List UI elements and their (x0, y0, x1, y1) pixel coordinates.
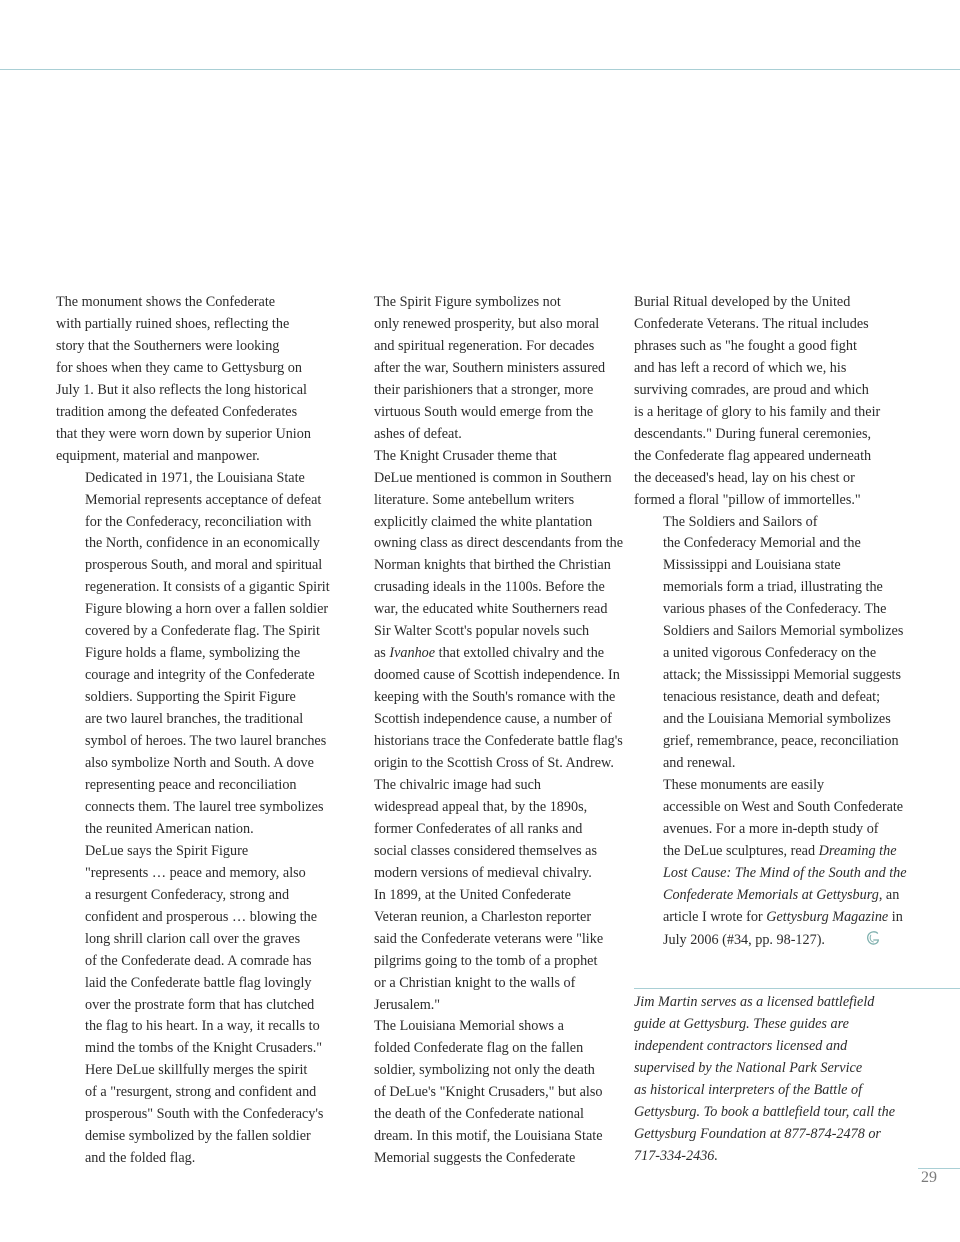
paragraph (345, 1016, 617, 1170)
text-line: DeLue says the Spirit Figure (85, 842, 249, 859)
text-line: prosperous South, and moral and spiritual (85, 557, 323, 574)
book-title: Confederate Memorials at Gettysburg (663, 886, 879, 903)
text-line: over the prostrate form that has clutched (85, 996, 315, 1013)
text-line: various phases of the Confederacy. The (663, 601, 887, 618)
text-line: Scottish independence cause, a number of (374, 711, 612, 728)
text-line: only renewed prosperity, but also moral (374, 315, 600, 332)
text-line: the death of the Confederate national (374, 1106, 584, 1123)
text-line: Memorial suggests the Confederate (374, 1150, 576, 1167)
text-line: July 1. But it also reflects the long historical (56, 381, 307, 398)
author-note (634, 992, 924, 1168)
text-line: The Spirit Figure symbolizes not (374, 294, 561, 310)
text-line: Norman knights that birthed the Christian (374, 557, 611, 574)
text-line: regeneration. It consists of a gigantic Spirit (85, 579, 330, 596)
article-column-1 (56, 292, 328, 1170)
text-line (634, 841, 909, 863)
text-line: Soldiers and Sailors Memorial symbolizes (663, 623, 904, 640)
text-line: tradition among the defeated Confederates (56, 403, 298, 420)
book-title-line: Lost Cause: The Mind of the South and the (663, 864, 907, 881)
text-line: the flag to his heart. In a way, it recalls to (85, 1018, 320, 1035)
author-note-line: independent contractors licensed and (634, 1037, 848, 1054)
text-line: Dedicated in 1971, the Louisiana State (85, 469, 305, 486)
paragraph (56, 292, 328, 468)
book-title: Dreaming the (818, 842, 897, 859)
text-line: grief, remembrance, peace, reconciliation (663, 733, 899, 750)
text-line: Figure blowing a horn over a fallen soldier (85, 601, 329, 618)
text-line: owning class as direct descendants from the (374, 535, 623, 552)
text-line: mind the tombs of the Knight Crusaders." (85, 1040, 323, 1057)
text-line: connects them. The laurel tree symbolizes (85, 798, 324, 815)
text-line: laid the Confederate battle flag lovingly (85, 974, 312, 991)
text-run: the DeLue sculptures, read (663, 842, 819, 859)
text-line: avenues. For a more in-depth study of (663, 820, 879, 837)
text-run: , an (878, 886, 900, 903)
text-line: a resurgent Confederacy, strong and (85, 886, 290, 903)
book-title-ivanhoe: Ivanhoe (389, 645, 436, 662)
text-run: in (888, 908, 903, 925)
text-line (345, 643, 617, 665)
text-line: Jerusalem." (374, 996, 441, 1013)
text-line: descendants." During funeral ceremonies, (634, 425, 872, 442)
text-line: tenacious resistance, death and defeat; (663, 689, 881, 706)
text-line: Here DeLue skillfully merges the spirit (85, 1062, 308, 1079)
text-line: explicitly claimed the white plantation (374, 513, 593, 530)
text-line: Sir Walter Scott's popular novels such (374, 623, 590, 640)
text-line: the reunited American nation. (85, 820, 254, 837)
text-line: Veteran reunion, a Charleston reporter (374, 908, 592, 925)
text-line: war, the educated white Southerners read (374, 601, 608, 618)
text-line: prosperous" South with the Confederacy's (85, 1106, 324, 1123)
text-line: equipment, material and manpower. (56, 447, 260, 464)
text-line: pilgrims going to the tomb of a prophet (374, 952, 598, 969)
author-note-line: Jim Martin serves as a licensed battlefield (634, 994, 875, 1010)
text-line: confident and prosperous … blowing the (85, 908, 318, 925)
author-note-rule (634, 988, 960, 989)
text-line: Memorial represents acceptance of defeat (85, 491, 322, 508)
text-line: The monument shows the Confederate (56, 294, 276, 310)
text-line: also symbolize North and South. A dove (85, 755, 314, 772)
text-line: is a heritage of glory to his family and their (634, 403, 881, 420)
text-line: widespread appeal that, by the 1890s, (374, 798, 588, 815)
text-line: a united vigorous Confederacy on the (663, 645, 877, 662)
author-note-line: guide at Gettysburg. These guides are (634, 1015, 849, 1032)
text-line: and the folded flag. (85, 1150, 196, 1167)
end-mark-logo-icon (835, 929, 882, 955)
text-line: and renewal. (663, 755, 736, 772)
text-line: are two laurel branches, the traditional (85, 711, 304, 728)
paragraph (345, 775, 617, 1016)
text-line: and has left a record of which we, his (634, 359, 847, 376)
text-line: formed a floral "pillow of immortelles." (634, 491, 861, 508)
paragraph (345, 446, 623, 775)
author-note-line: supervised by the National Park Service (634, 1059, 863, 1076)
text-line (634, 929, 909, 955)
text-line: memorials form a triad, illustrating the (663, 579, 883, 596)
text-line: Figure holds a flame, symbolizing the (85, 645, 301, 662)
text-line: symbol of heroes. The two laurel branches (85, 733, 327, 750)
text-line (634, 907, 909, 929)
text-line: or a Christian knight to the walls of (374, 974, 576, 991)
text-line: for the Confederacy, reconciliation with (85, 513, 312, 530)
author-note-line: Gettysburg. To book a battlefield tour, call the (634, 1103, 896, 1120)
top-rule (0, 69, 960, 70)
page-number: 29 (921, 1169, 937, 1186)
author-note-line: Gettysburg Foundation at 877-874-2478 or (634, 1125, 881, 1142)
author-note-line: as historical interpreters of the Battle of (634, 1081, 863, 1098)
text-line: Confederate Veterans. The ritual includes (634, 315, 869, 332)
text-line: The chivalric image had such (374, 776, 542, 793)
text-line: Mississippi and Louisiana state (663, 557, 841, 574)
paragraph (56, 468, 328, 841)
author-note-line: 717-334-2436. (634, 1147, 718, 1164)
text-line: that they were worn down by superior Union (56, 425, 311, 442)
text-line: and the Louisiana Memorial symbolizes (663, 711, 891, 728)
text-line: the North, confidence in an economically (85, 535, 320, 552)
text-line: The Soldiers and Sailors of (663, 513, 818, 530)
text-line: soldiers. Supporting the Spirit Figure (85, 689, 296, 706)
text-line: virtuous South would emerge from the (374, 403, 594, 420)
text-line (634, 885, 909, 907)
text-line: origin to the Scottish Cross of St. Andrew. (374, 755, 614, 772)
text-line: with partially ruined shoes, reflecting the (56, 315, 290, 332)
text-line: surviving comrades, are proud and which (634, 381, 869, 398)
text-line: dream. In this motif, the Louisiana State (374, 1128, 603, 1145)
text-line: historians trace the Confederate battle flag's (374, 733, 623, 750)
text-run: July 2006 (#34, pp. 98-127). (663, 931, 825, 948)
text-line: "represents … peace and memory, also (85, 864, 306, 881)
article-column-2 (345, 292, 623, 1170)
text-line: representing peace and reconciliation (85, 776, 297, 793)
text-line: DeLue mentioned is common in Southern (374, 469, 612, 486)
text-line: long shrill clarion call over the graves (85, 930, 301, 947)
text-line: and spiritual regeneration. For decades (374, 337, 595, 354)
text-line: story that the Southerners were looking (56, 337, 280, 354)
article-column-3 (634, 292, 909, 955)
text-line: the Confederate flag appeared underneath (634, 447, 872, 464)
text-line: accessible on West and South Confederate (663, 798, 904, 815)
text-run: as (374, 645, 390, 662)
text-line: Burial Ritual developed by the United (634, 294, 851, 310)
text-run: article I wrote for (663, 908, 767, 925)
text-line: doomed cause of Scottish independence. In (374, 667, 620, 684)
text-line: demise symbolized by the fallen soldier (85, 1128, 311, 1145)
paragraph (634, 292, 909, 512)
text-line: The Louisiana Memorial shows a (374, 1018, 564, 1035)
text-line: The Knight Crusader theme that (374, 447, 557, 464)
text-line: their parishioners that a stronger, more (374, 381, 594, 398)
text-line: of DeLue's "Knight Crusaders," but also (374, 1084, 603, 1101)
text-line: former Confederates of all ranks and (374, 820, 583, 837)
text-line: of a "resurgent, strong and confident and (85, 1084, 317, 1101)
text-line: the Confederacy Memorial and the (663, 535, 861, 552)
text-line: In 1899, at the United Confederate (374, 886, 571, 903)
text-line: folded Confederate flag on the fallen (374, 1040, 584, 1057)
text-line: ashes of defeat. (374, 425, 462, 442)
text-line: phrases such as "he fought a good fight (634, 337, 857, 354)
text-line: covered by a Confederate flag. The Spirit (85, 623, 320, 640)
text-line: soldier, symbolizing not only the death (374, 1062, 595, 1079)
text-line: courage and integrity of the Confederate (85, 667, 315, 684)
text-line: literature. Some antebellum writers (374, 491, 575, 508)
text-line: of the Confederate dead. A comrade has (85, 952, 312, 969)
text-line: said the Confederate veterans were "like (374, 930, 604, 947)
text-line: the deceased's head, lay on his chest or (634, 469, 855, 486)
text-line: crusading ideals in the 1100s. Before the (374, 579, 605, 596)
text-line: attack; the Mississippi Memorial suggests (663, 667, 902, 684)
paragraph (345, 292, 617, 446)
text-line: These monuments are easily (663, 776, 825, 793)
text-run: that extolled chivalry and the (435, 645, 605, 662)
text-line: for shoes when they came to Gettysburg on (56, 359, 302, 376)
paragraph (56, 841, 328, 1170)
text-line: keeping with the South's romance with the (374, 689, 616, 706)
paragraph (634, 512, 909, 775)
magazine-title: Gettysburg Magazine (766, 908, 889, 925)
text-line: modern versions of medieval chivalry. (374, 864, 592, 881)
paragraph (634, 775, 909, 955)
text-line: after the war, Southern ministers assured (374, 359, 606, 376)
text-line: social classes considered themselves as (374, 842, 597, 859)
